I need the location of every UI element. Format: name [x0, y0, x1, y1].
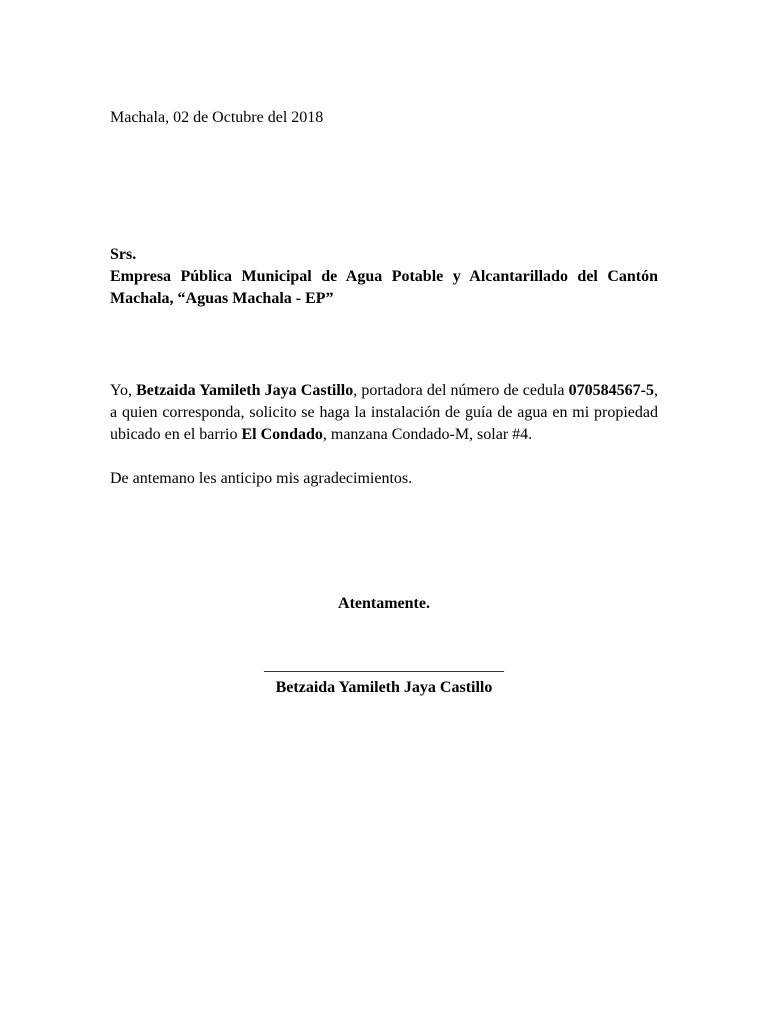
body-text-2: , portadora del número de cedula [353, 382, 569, 399]
body-text-3: , a quien corresponda, solicito se haga la instalación de guía de agua en mi propiedad ubicado en el barrio [110, 382, 658, 443]
recipient-block [110, 244, 658, 310]
letter-body [110, 380, 658, 446]
signature-name: Betzaida Yamileth Jaya Castillo [275, 679, 493, 696]
body-text-4: , manzana Condado-M, solar #4. [322, 426, 533, 443]
body-text-1: Yo, [110, 382, 137, 399]
recipient-name: Empresa Pública Municipal de Agua Potable y Alcantarillado del Cantón Machala, “Aguas Machala - EP” [110, 268, 658, 307]
applicant-name: Betzaida Yamileth Jaya Castillo [136, 382, 354, 399]
closing: Atentamente. [338, 595, 430, 612]
letter-date: Machala, 02 de Octubre del 2018 [110, 109, 324, 126]
neighborhood-name: El Condado [241, 426, 323, 443]
thanks-line: De antemano les anticipo mis agradecimientos. [110, 470, 413, 487]
id-number: 070584567-5 [568, 382, 654, 399]
letter-page [110, 107, 658, 699]
salutation: Srs. [110, 246, 137, 263]
signature-block [110, 655, 658, 699]
signature-line: ______________________________ [264, 657, 504, 674]
